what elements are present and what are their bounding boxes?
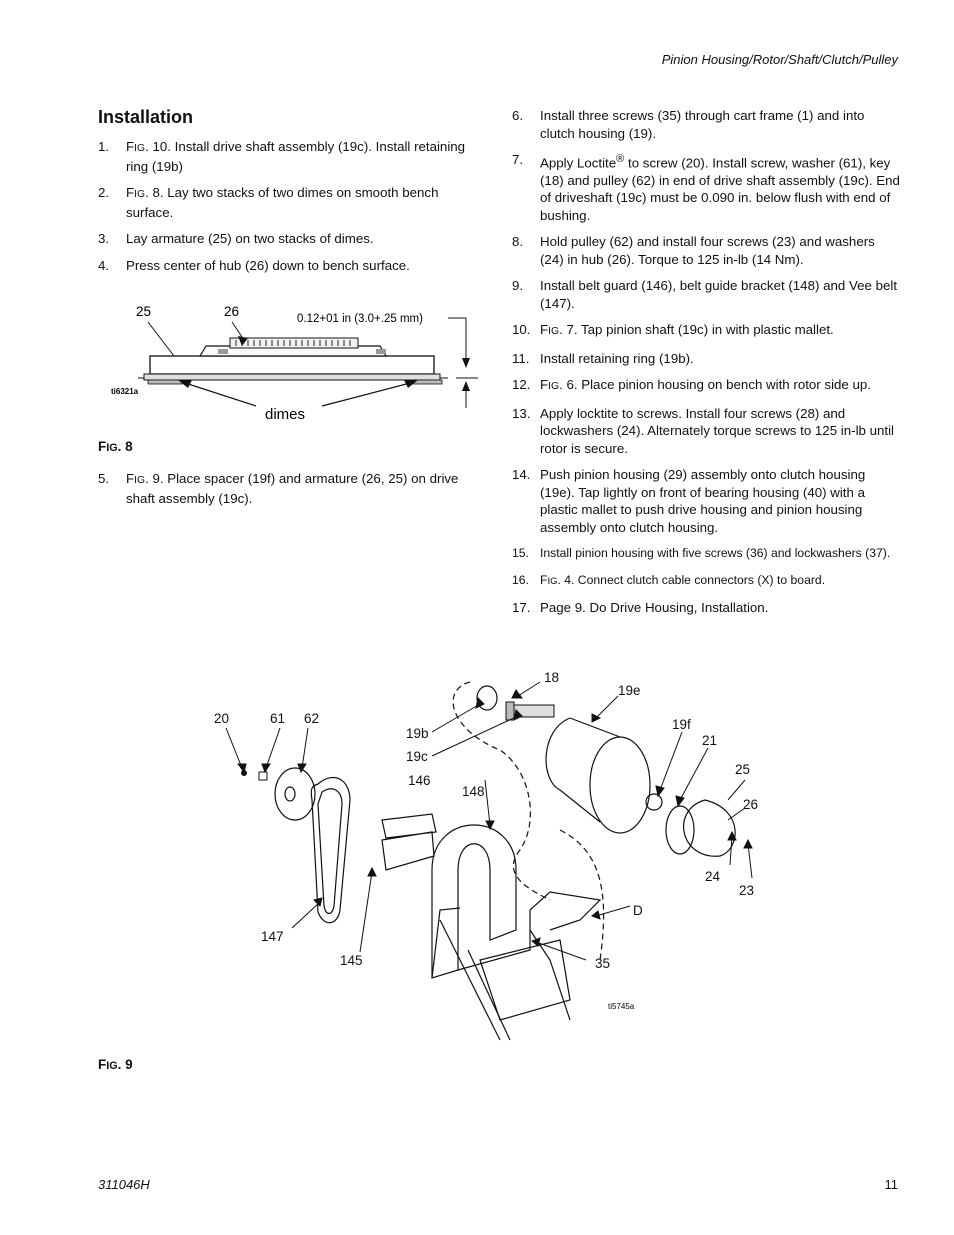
step-text: Apply Loctite [540,155,617,171]
section-heading-installation: Installation [98,107,194,127]
step-fig-prefix: F [540,322,549,338]
step-item [98,138,488,175]
step-fig-prefix: F [126,139,135,154]
step-fig-smallcaps: IG [548,326,560,338]
step-number: 5. [98,471,110,486]
step-text: . 9. Place spacer (19f) and armature (26, 25) on drive shaft assembly (19c). [126,471,459,506]
fig9-label-26: 26 [743,797,759,812]
step-number: 8. [512,234,524,250]
fig9-label-145: 145 [340,953,363,968]
fig8-label-armature: 25 [136,304,152,319]
step-item [512,376,900,396]
step-number: 12. [512,377,531,393]
step-text: Push pinion housing (29) assembly onto clutch housing (19e). Tap lightly on front of bearing housing (40) with a plastic mallet to push drive housing and pinion housing assembly onto clutch housing. [540,467,866,535]
step-number: 14. [512,467,531,483]
fig9-label-19f: 19f [672,717,691,732]
fig9-label-148: 148 [462,784,485,799]
step-superscript: ® [616,153,625,165]
step-item [512,233,900,268]
step-text: Page 9. Do Drive Housing, Installation. [540,600,769,616]
step-item [512,350,900,368]
page-number: 11 [884,1177,898,1192]
fig9-label-25: 25 [735,762,751,777]
step-item [512,277,900,312]
figure-8-caption: FIG. 8 [98,439,133,454]
fig9-label-20: 20 [214,711,230,726]
step-item [512,545,900,563]
step-item [512,572,900,591]
fig9-label-19b: 19b [406,726,429,741]
fig9-label-19c: 19c [406,749,428,764]
step-fig-prefix: F [540,572,548,587]
installation-steps-left-a [98,138,488,283]
step-item [98,230,488,248]
step-fig-prefix: F [126,471,135,486]
step-number: 4. [98,257,110,273]
step-item [98,470,488,507]
fig9-label-35: 35 [595,956,611,971]
step-item [512,466,900,536]
step-item [98,184,488,221]
step-number: 17. [512,600,531,616]
fig8-label-dimension: 0.12+01 in (3.0+.25 mm) [297,313,423,325]
step-text: Apply locktite to screws. Install four screws (28) and lockwashers (24). Alternately torque screws to 125 in-lb until rotor is secure. [540,405,895,456]
step-item [98,257,488,275]
step-text: Lay armature (25) on two stacks of dimes. [126,231,374,246]
fig9-label-19e: 19e [618,683,641,698]
step-number: 10. [512,322,531,338]
figure-8-illustration [108,296,488,426]
document-number: 311046H [98,1177,150,1192]
fig9-label-146: 146 [408,773,431,788]
figure-9-illustration [200,660,780,1050]
step-text-continued: to screw (20). Install screw, washer (61), key (18) and pulley (62) in end of drive shaft assembly (19c). End of driveshaft (19c) must be 0.090 in. below flush with end of bushing. [540,155,900,223]
step-fig-smallcaps: IG [547,575,558,587]
installation-steps-right [512,107,900,626]
fig8-label-dimes: dimes [265,406,306,423]
page-header-section-title: Pinion Housing/Rotor/Shaft/Clutch/Pulley [661,52,898,67]
step-text: . 8. Lay two stacks of two dimes on smooth bench surface. [126,185,439,220]
fig9-label-18: 18 [544,670,560,685]
step-text: Install belt guard (146), belt guide bracket (148) and Vee belt (147). [540,278,898,311]
step-number: 6. [512,108,524,123]
installation-steps-left-b [98,470,488,516]
step-item [512,151,900,224]
step-text: Press center of hub (26) down to bench surface. [126,257,410,273]
step-text: Hold pulley (62) and install four screws (23) and washers (24) in hub (26). Torque to 125 in-lb (14 Nm). [540,234,875,267]
step-number: 15. [512,546,529,561]
fig9-label-21: 21 [702,733,718,748]
step-item [512,107,900,142]
step-number: 16. [512,572,529,587]
step-fig-smallcaps: IG [548,381,560,393]
step-number: 9. [512,278,524,294]
step-item [512,321,900,341]
step-number: 2. [98,185,110,200]
step-fig-prefix: F [540,377,549,393]
step-number: 1. [98,139,110,154]
figure-9-caption: FIG. 9 [98,1057,133,1072]
step-fig-prefix: F [126,185,135,200]
step-text: . 7. Tap pinion shaft (19c) in with plastic mallet. [559,322,834,338]
step-text: Install pinion housing with five screws (36) and lockwashers (37). [540,546,891,561]
step-fig-smallcaps: IG [134,475,146,486]
step-text: . 6. Place pinion housing on bench with rotor side up. [559,377,872,393]
step-number: 7. [512,152,524,167]
step-fig-smallcaps: IG [134,143,146,154]
fig8-label-hub: 26 [224,304,240,319]
step-number: 3. [98,231,110,246]
fig9-label-62: 62 [304,711,320,726]
fig9-label-61: 61 [270,711,286,726]
step-number: 11. [512,350,530,366]
step-text: . 4. Connect clutch cable connectors (X) to board. [557,572,826,587]
step-item [512,405,900,458]
step-text: . 10. Install drive shaft assembly (19c). Install retaining ring (19b) [126,139,466,174]
step-item [512,599,900,617]
step-fig-smallcaps: IG [134,189,146,200]
fig9-label-23: 23 [739,883,755,898]
fig8-image-id: ti6321a [111,387,139,396]
fig9-image-id: ti5745a [608,1002,635,1011]
fig9-label-D: D [633,903,643,918]
fig9-label-24: 24 [705,869,721,884]
step-text: Install retaining ring (19b). [540,350,694,366]
step-text: Install three screws (35) through cart frame (1) and into clutch housing (19). [540,108,865,141]
fig9-label-147: 147 [261,929,284,944]
step-number: 13. [512,405,531,421]
